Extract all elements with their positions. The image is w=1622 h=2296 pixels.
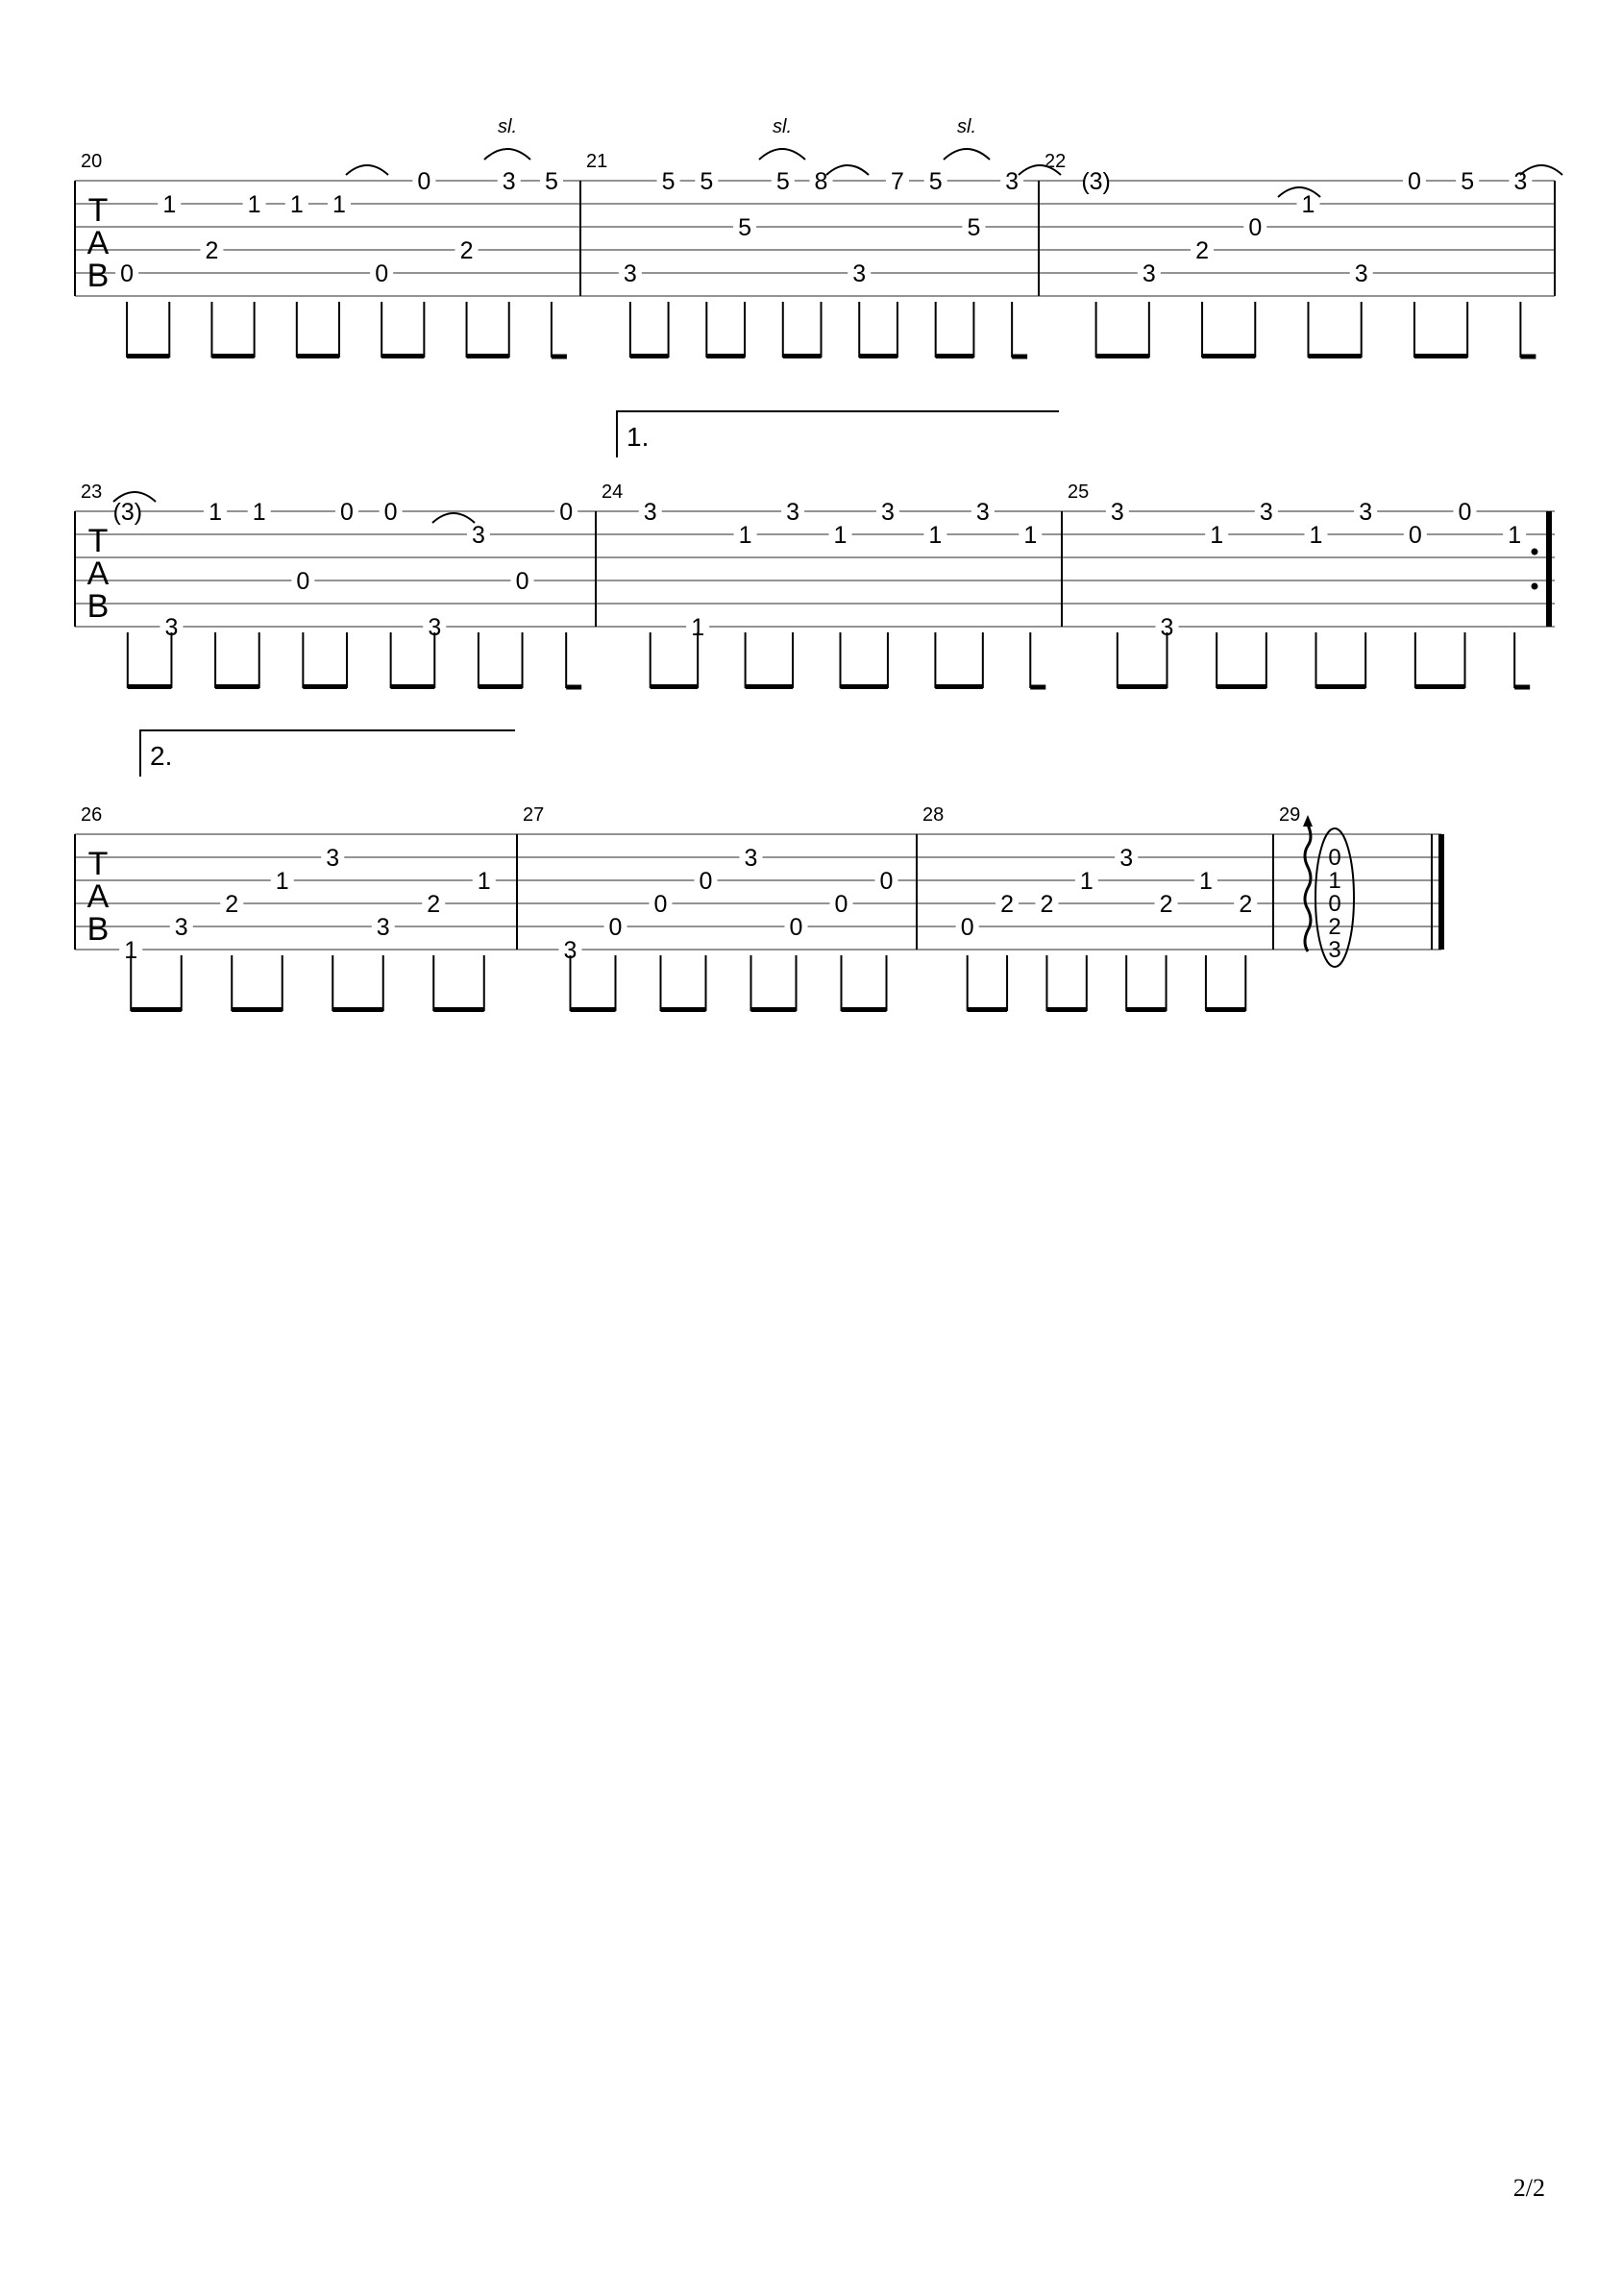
fret-number: 3 — [1328, 937, 1341, 963]
fret-number: 0 — [340, 499, 354, 526]
fret-number: 1 — [1079, 868, 1094, 895]
beam — [131, 1007, 182, 1012]
beam — [935, 684, 982, 689]
fret-number: 3 — [1259, 499, 1273, 526]
fret-number: 3 — [880, 499, 895, 526]
fret-number: 1 — [1309, 522, 1323, 549]
fret-number: 0 — [699, 868, 713, 895]
fret-number: 2 — [1195, 237, 1210, 264]
beam — [1096, 354, 1149, 358]
fret-number: 3 — [786, 499, 800, 526]
beam — [841, 684, 888, 689]
fret-number: 3 — [1359, 499, 1373, 526]
slide-label: sl. — [957, 116, 976, 137]
beam — [1216, 684, 1266, 689]
fret-number: 3 — [1513, 168, 1528, 195]
fret-number: 3 — [563, 937, 578, 964]
beam — [391, 684, 435, 689]
arpeggio-wave — [1305, 825, 1311, 951]
fret-number: 5 — [967, 214, 981, 241]
fret-number: 1 — [1210, 522, 1224, 549]
fret-number: 3 — [623, 260, 637, 287]
fret-number: 1 — [275, 868, 289, 895]
arpeggio-arrow — [1303, 815, 1313, 827]
fret-number: 1 — [691, 614, 705, 641]
fret-number: 0 — [515, 568, 529, 595]
fret-number: 0 — [417, 168, 431, 195]
fret-number: 3 — [1005, 168, 1020, 195]
beam — [479, 684, 523, 689]
measure-number: 26 — [81, 804, 103, 826]
fret-number: 1 — [124, 937, 138, 964]
beam — [232, 1007, 283, 1012]
fret-number: 5 — [775, 168, 790, 195]
beam — [968, 1007, 1007, 1012]
repeat-dot — [1532, 583, 1538, 590]
fret-number: 2 — [225, 891, 239, 918]
measure-number: 20 — [81, 151, 103, 172]
tab-clef-letter: B — [86, 911, 110, 948]
fret-number: 1 — [833, 522, 848, 549]
slur-arc — [484, 149, 530, 160]
fret-number: 5 — [928, 168, 943, 195]
beam — [783, 354, 822, 358]
fret-number: 0 — [653, 891, 668, 918]
volta-bracket — [140, 730, 515, 777]
beam — [1046, 1007, 1086, 1012]
fret-number: 0 — [960, 914, 974, 941]
fret-number: 3 — [164, 614, 179, 641]
fret-number: 3 — [174, 914, 188, 941]
fret-number: 1 — [1301, 191, 1315, 218]
beam — [1118, 684, 1167, 689]
fret-number: 2 — [1239, 891, 1253, 918]
fret-number: 1 — [1328, 868, 1341, 894]
beam — [571, 1007, 616, 1012]
volta-label: 2. — [150, 741, 173, 771]
beam — [467, 354, 509, 358]
repeat-dot — [1532, 549, 1538, 555]
slur-arc — [944, 149, 990, 160]
fret-number: 5 — [738, 214, 751, 241]
fret-number: 1 — [738, 522, 752, 549]
beam — [127, 354, 169, 358]
fret-number: 0 — [834, 891, 848, 918]
beam — [128, 684, 172, 689]
beam — [842, 1007, 887, 1012]
fret-number: 0 — [375, 260, 389, 287]
measure-number: 22 — [1044, 151, 1067, 172]
fret-number: 1 — [477, 868, 491, 895]
beam — [1316, 684, 1366, 689]
beam — [859, 354, 897, 358]
fret-number: 0 — [1328, 891, 1341, 917]
fret-number: 1 — [252, 499, 266, 526]
beam — [630, 354, 669, 358]
tab-clef-letter: A — [86, 878, 110, 915]
fret-number: 1 — [162, 191, 177, 218]
fret-number: 0 — [1248, 214, 1263, 241]
fret-number: 3 — [1142, 260, 1156, 287]
fret-number: 3 — [428, 614, 442, 641]
fret-number: 2 — [1000, 891, 1015, 918]
tab-clef-letter: T — [87, 523, 109, 559]
beam — [706, 354, 745, 358]
tab-clef-letter: A — [86, 225, 110, 261]
measure-number: 25 — [1068, 481, 1090, 503]
fret-number: 3 — [744, 845, 758, 872]
beam — [211, 354, 254, 358]
fret-number: 0 — [1408, 522, 1422, 549]
measure-number: 28 — [922, 804, 945, 826]
fret-number: 0 — [789, 914, 803, 941]
fret-number: 5 — [661, 168, 676, 195]
fret-number: 1 — [332, 191, 346, 218]
fret-number: 3 — [1110, 499, 1124, 526]
fret-number: 1 — [1198, 868, 1213, 895]
beam — [661, 1007, 706, 1012]
fret-number: 5 — [544, 168, 558, 195]
fret-number: 2 — [459, 237, 474, 264]
fret-number: (3) — [112, 499, 143, 526]
measure-number: 27 — [523, 804, 545, 826]
tie-arc — [826, 165, 869, 175]
tab-clef-letter: T — [87, 846, 109, 882]
tab-clef-letter: T — [87, 192, 109, 229]
beam — [297, 354, 339, 358]
fret-number: 0 — [1407, 168, 1421, 195]
fret-number: 0 — [120, 260, 135, 287]
fret-number: 3 — [975, 499, 990, 526]
measure-number: 24 — [602, 481, 624, 503]
tie-arc — [346, 165, 388, 175]
fret-number: 7 — [891, 168, 904, 195]
fret-number: 3 — [326, 845, 340, 872]
fret-number: 0 — [383, 499, 398, 526]
beam — [746, 684, 793, 689]
measure-number: 21 — [586, 151, 608, 172]
fret-number: 2 — [205, 237, 219, 264]
beam — [651, 684, 698, 689]
fret-number: 1 — [1023, 522, 1038, 549]
fret-number: 3 — [1119, 845, 1134, 872]
fret-number: 3 — [502, 168, 516, 195]
measure-number: 23 — [81, 481, 103, 503]
beam — [1126, 1007, 1166, 1012]
beam — [332, 1007, 383, 1012]
beam — [1206, 1007, 1245, 1012]
fret-number: 2 — [1328, 914, 1341, 940]
fret-number: 3 — [376, 914, 390, 941]
fret-number: 0 — [608, 914, 623, 941]
beam — [1309, 354, 1362, 358]
fret-number: 8 — [814, 168, 828, 195]
tab-clef-letter: B — [86, 258, 110, 294]
beam — [433, 1007, 484, 1012]
measure-number: 29 — [1279, 804, 1301, 826]
fret-number: 0 — [1328, 845, 1341, 871]
fret-number: 3 — [1354, 260, 1368, 287]
fret-number: 5 — [1461, 168, 1475, 195]
fret-number: 2 — [1040, 891, 1054, 918]
slide-label: sl. — [498, 116, 517, 137]
fret-number: 1 — [928, 522, 943, 549]
fret-number: 2 — [427, 891, 441, 918]
beam — [751, 1007, 797, 1012]
fret-number: 1 — [247, 191, 261, 218]
beam — [1414, 354, 1467, 358]
volta-bracket — [617, 411, 1059, 457]
slur-arc — [759, 149, 805, 160]
fret-number: 1 — [1508, 522, 1522, 549]
fret-number: 3 — [852, 260, 867, 287]
beam — [215, 684, 259, 689]
beam — [303, 684, 347, 689]
fret-number: 0 — [559, 499, 574, 526]
tab-clef-letter: B — [86, 588, 110, 625]
beam — [381, 354, 424, 358]
fret-number: 1 — [289, 191, 304, 218]
fret-number: 2 — [1159, 891, 1173, 918]
fret-number: 0 — [1458, 499, 1472, 526]
beam — [1202, 354, 1255, 358]
beam — [1415, 684, 1465, 689]
volta-label: 1. — [627, 422, 650, 452]
fret-number: (3) — [1081, 168, 1111, 195]
beam — [936, 354, 974, 358]
page-number: 2/2 — [1512, 2174, 1545, 2202]
fret-number: 5 — [700, 168, 714, 195]
fret-number: 3 — [1160, 614, 1174, 641]
tab-clef-letter: A — [86, 555, 110, 592]
fret-number: 3 — [643, 499, 657, 526]
fret-number: 1 — [209, 499, 223, 526]
fret-number: 0 — [296, 568, 310, 595]
fret-number: 3 — [471, 522, 485, 549]
tie-arc — [432, 513, 475, 523]
slide-label: sl. — [773, 116, 792, 137]
fret-number: 0 — [879, 868, 894, 895]
